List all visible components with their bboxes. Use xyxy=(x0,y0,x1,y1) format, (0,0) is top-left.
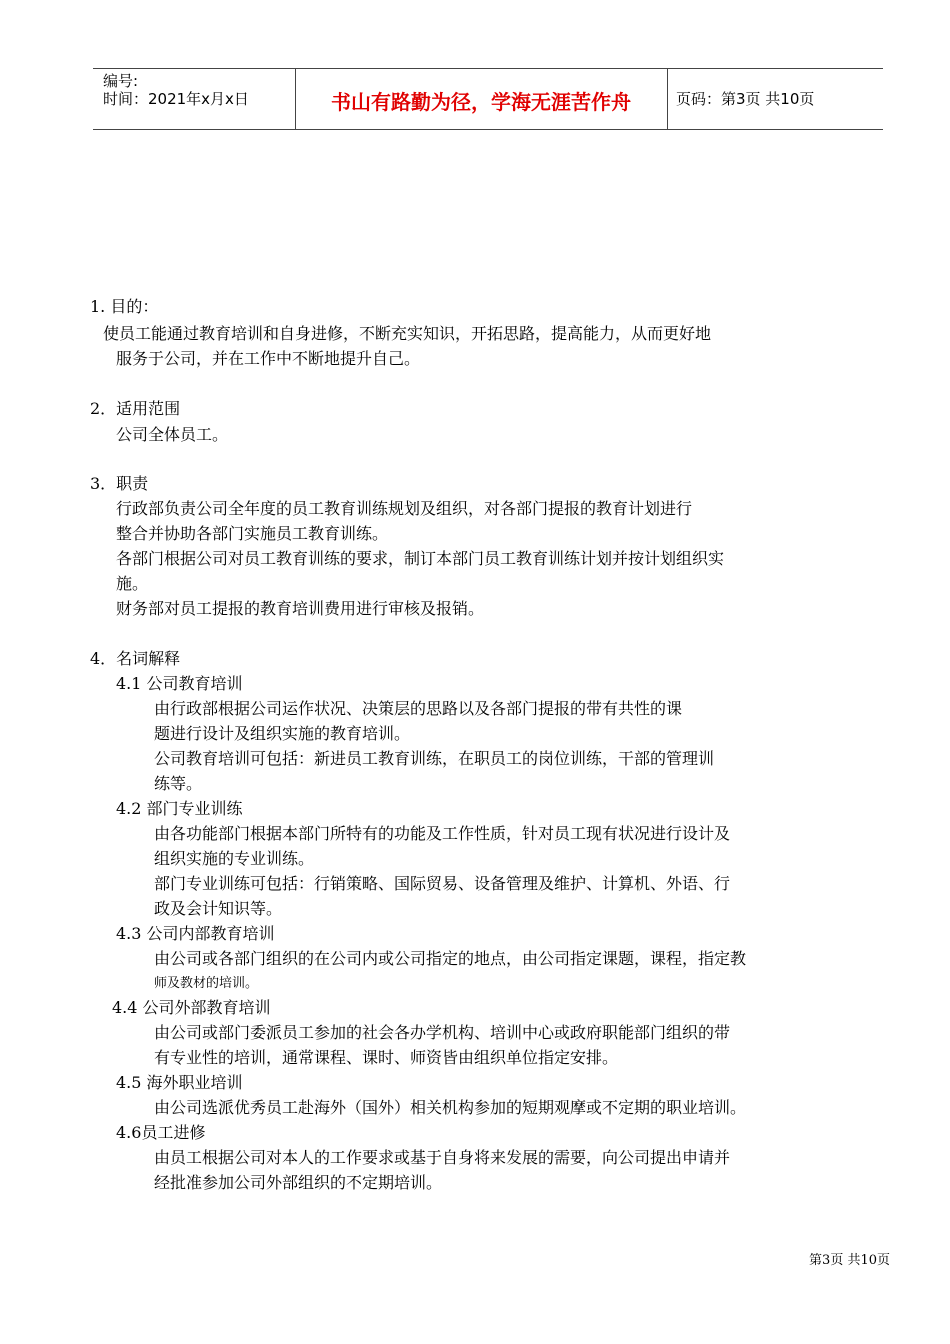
paragraph-line: 行政部负责公司全年度的员工教育训练规划及组织，对各部门提报的教育计划进行 xyxy=(116,499,693,518)
paragraph-line: 由各功能部门根据本部门所特有的功能及工作性质，针对员工现有状况进行设计及 xyxy=(154,824,731,843)
paragraph-line: 有专业性的培训，通常课程、课时、师资皆由组织单位指定安排。 xyxy=(154,1048,619,1067)
subsection-heading: 4.3 公司内部教育培训 xyxy=(116,924,275,943)
paragraph-line: 由员工根据公司对本人的工作要求或基于自身将来发展的需要，向公司提出申请并 xyxy=(154,1148,731,1167)
paragraph-line: 政及会计知识等。 xyxy=(154,899,283,918)
subsection-heading: 4.4 公司外部教育培训 xyxy=(112,998,271,1017)
time-label: 时间：2021年x月x日 xyxy=(103,90,249,108)
header-page-number: 页码：第3页 共10页 xyxy=(676,90,815,108)
paragraph-line: 组织实施的专业训练。 xyxy=(154,849,315,868)
paragraph-line: 部门专业训练可包括：行销策略、国际贸易、设备管理及维护、计算机、外语、行 xyxy=(154,874,731,893)
paragraph-line: 由公司或各部门组织的在公司内或公司指定的地点，由公司指定课题，课程，指定教 xyxy=(154,949,747,968)
number-label: 编号: xyxy=(103,72,139,90)
paragraph-line: 由公司或部门委派员工参加的社会各办学机构、培训中心或政府职能部门组织的带 xyxy=(154,1023,731,1042)
paragraph-line: 使员工能通过教育培训和自身进修，不断充实知识，开拓思路，提高能力，从而更好地 xyxy=(103,324,712,343)
paragraph-line: 由行政部根据公司运作状况、决策层的思路以及各部门提报的带有共性的课 xyxy=(154,699,683,718)
section-heading: 2．适用范围 xyxy=(90,399,181,418)
header-meta-cell xyxy=(93,69,296,129)
subsection-heading: 4.6员工进修 xyxy=(116,1123,206,1142)
paragraph-line: 公司全体员工。 xyxy=(116,425,229,444)
paragraph-line: 题进行设计及组织实施的教育培训。 xyxy=(154,724,411,743)
paragraph-line: 服务于公司，并在工作中不断地提升自己。 xyxy=(116,349,421,368)
subsection-heading: 4.5 海外职业培训 xyxy=(116,1073,243,1092)
paragraph-line: 经批准参加公司外部组织的不定期培训。 xyxy=(154,1173,443,1192)
paragraph-line: 练等。 xyxy=(154,774,203,793)
paragraph-line: 各部门根据公司对员工教育训练的要求，制订本部门员工教育训练计划并按计划组织实 xyxy=(116,549,725,568)
paragraph-line: 由公司选派优秀员工赴海外（国外）相关机构参加的短期观摩或不定期的职业培训。 xyxy=(154,1098,747,1117)
paragraph-line: 施。 xyxy=(116,574,149,593)
footer-page-number: 第3页 共10页 xyxy=(809,1253,890,1268)
paragraph-line: 公司教育培训可包括：新进员工教育训练，在职员工的岗位训练，干部的管理训 xyxy=(154,749,715,768)
paragraph-line: 财务部对员工提报的教育培训费用进行审核及报销。 xyxy=(116,599,485,618)
section-heading: 3．职责 xyxy=(90,474,149,493)
subsection-heading: 4.1 公司教育培训 xyxy=(116,674,243,693)
header-page-cell xyxy=(668,69,883,129)
section-heading: 4．名词解释 xyxy=(90,649,181,668)
motto: 书山有路勤为径，学海无涯苦作舟 xyxy=(331,90,631,114)
paragraph-line: 师及教材的培训。 xyxy=(154,976,259,991)
subsection-heading: 4.2 部门专业训练 xyxy=(116,799,243,818)
page-header xyxy=(93,68,883,130)
paragraph-line: 整合并协助各部门实施员工教育训练。 xyxy=(116,524,389,543)
header-motto-cell xyxy=(295,69,668,129)
section-heading: 1. 目的： xyxy=(90,297,159,316)
